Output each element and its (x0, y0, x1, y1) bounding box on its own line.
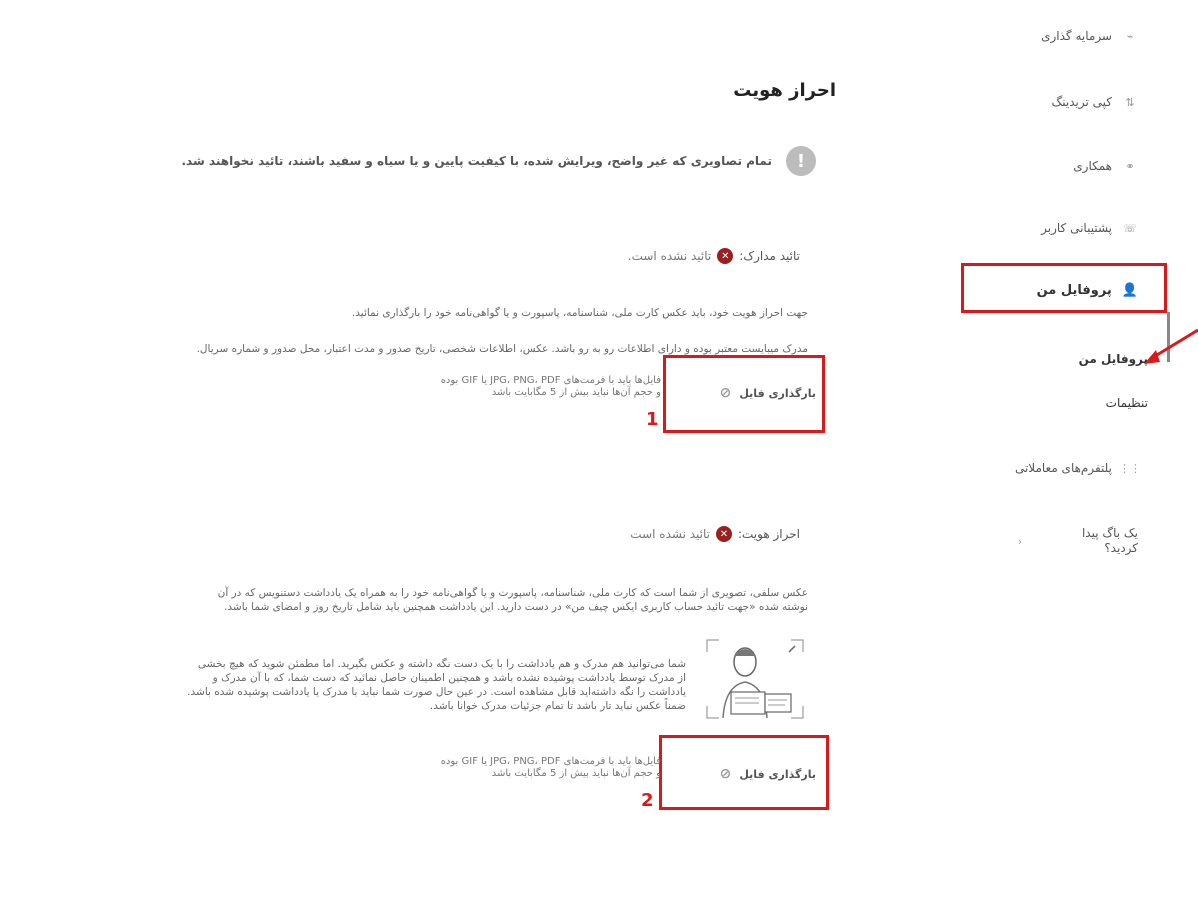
identity-description-2: نوشته شده «جهت تائید حساب کاربری ایکس چیف من» در دست دارید. این یادداشت همچنین باید شامل تاریخ روز و امضای شما باشد. (224, 601, 808, 613)
identity-description-4: از مدرک توسط یادداشت پوشیده نشده باشد و همچنین اطمینان حاصل نمائید که دست شما، که با آن مدرک و (212, 672, 686, 684)
paperclip-icon: ⊘ (719, 766, 732, 782)
sidebar-item-label: همکاری (1073, 159, 1112, 173)
copy-trading-icon: ⇅ (1125, 95, 1135, 109)
support-icon: ☏ (1123, 221, 1137, 235)
upload-note-line: فایل‌ها باید با فرمت‌های JPG، PNG، PDF یا GIF بوده (440, 375, 661, 386)
sidebar-item-label: پلتفرم‌های معاملاتی (1014, 461, 1112, 475)
upload-note-line: و حجم آن‌ها نباید بیش از 5 مگابایت باشد (491, 387, 661, 398)
exclamation-icon: ! (786, 146, 816, 176)
investment-icon: ⌁ (1126, 29, 1134, 43)
sidebar-item-label: پروفایل من (1036, 283, 1112, 298)
upload-button-label: بارگذاری فایل (739, 767, 816, 781)
identity-description-3: شما می‌توانید هم مدرک و هم یادداشت را با یک دست نگه داشته و عکس بگیرید. اما مطمئن شوید که هیچ بخشی (197, 658, 686, 670)
sidebar-item-label: یک باگ پیدا کردید؟ (1081, 526, 1138, 555)
user-icon: 👤 (1121, 283, 1138, 298)
sidebar-item-platforms[interactable] (938, 460, 1141, 476)
upload-file-button-2[interactable] (720, 766, 816, 782)
page-title: احراز هویت (733, 80, 836, 101)
identity-status-label: احراز هویت: (737, 527, 800, 541)
upload-note-2 (441, 756, 661, 780)
sidebar-item-support[interactable] (938, 220, 1138, 236)
documents-description-1: جهت احراز هویت خود، باید عکس کارت ملی، شناسنامه، پاسپورت و یا گواهی‌نامه خود را بارگذاری نمائید. (351, 307, 808, 319)
identity-status (630, 526, 800, 542)
sidebar-item-partnership[interactable] (938, 158, 1138, 174)
sidebar-item-investment[interactable] (938, 28, 1138, 44)
documents-status (628, 248, 800, 264)
x-circle-icon: ✕ (716, 526, 732, 542)
documents-status-value: تائید نشده است. (627, 249, 712, 263)
warning-text: تمام تصاویری که غیر واضح، ویرایش شده، با کیفیت پایین و یا سیاه و سفید باشند، تائید نخواهند شد. (181, 154, 772, 168)
paperclip-icon: ⊘ (719, 385, 732, 401)
sidebar-item-label: پشتیبانی کاربر (1041, 221, 1112, 235)
identity-description-5: یادداشت را نگه داشته‌اید قابل مشاهده است. در عین حال صورت شما نباید با مدرک یا یادداشت پوشیده شده باشد. (187, 686, 686, 698)
upload-note-1 (441, 375, 661, 399)
selfie-example-illustration (705, 638, 805, 720)
platform-icon: ⋮⋮ (1119, 461, 1141, 475)
annotation-arrow (1140, 320, 1198, 370)
identity-description-6: ضمناً عکس نباید تار باشد تا تمام جزئیات مدرک خوانا باشد. (429, 700, 686, 712)
sidebar-item-label: کپی تریدینگ (1051, 95, 1112, 109)
documents-description-2: مدرک میبایست معتبر بوده و دارای اطلاعات رو به رو باشد. عکس، اطلاعات شخصی، تاریخ صدور و مدت اعتبار، محل صدور و شماره سریال. (196, 343, 808, 355)
partnership-icon: ⚭ (1125, 159, 1135, 173)
upload-file-button-1[interactable] (720, 385, 816, 401)
step-marker-2: 2 (641, 790, 654, 811)
submenu-item-settings[interactable]: تنظیمات (1105, 396, 1148, 410)
identity-description-1: عکس سلفی، تصویری از شما است که کارت ملی، شناسنامه، پاسپورت و یا گواهی‌نامه خود را به همراه یک یادداشت دستنویس که در آن (217, 587, 808, 599)
warning-banner (181, 146, 816, 176)
sidebar-item-copy-trading[interactable] (938, 94, 1138, 110)
upload-note-line: و حجم آن‌ها نباید بیش از 5 مگابایت باشد (491, 768, 661, 779)
sidebar-item-profile[interactable] (1037, 283, 1138, 298)
upload-note-line: فایل‌ها باید با فرمت‌های JPG، PNG، PDF یا GIF بوده (440, 756, 661, 767)
chevron-left-icon: ‹ (1017, 534, 1023, 548)
submenu-item-profile[interactable]: پروفایل من (1078, 352, 1148, 366)
step-marker-1: 1 (646, 409, 659, 430)
sidebar-item-bug-report[interactable] (938, 526, 1138, 556)
sidebar-item-label: سرمایه گذاری (1041, 29, 1112, 43)
x-circle-icon: ✕ (717, 248, 733, 264)
upload-button-label: بارگذاری فایل (739, 386, 816, 400)
documents-status-label: تائید مدارک: (739, 249, 800, 263)
identity-status-value: تائید نشده است (630, 527, 710, 541)
